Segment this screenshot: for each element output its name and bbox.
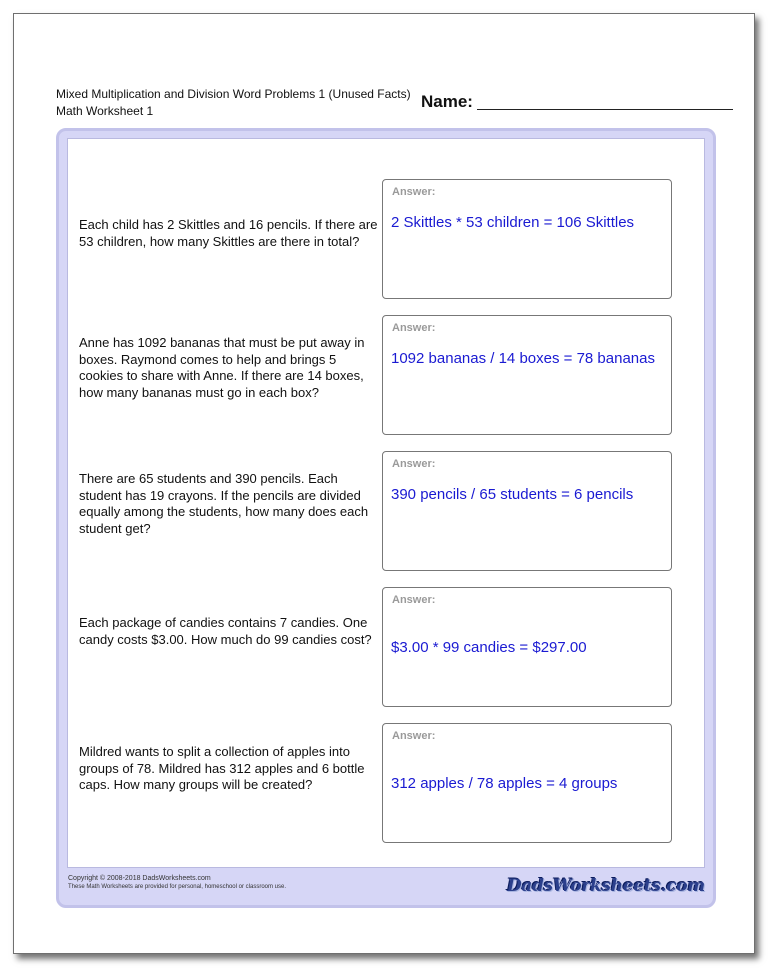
- problem-5-answer: 312 apples / 78 apples = 4 groups: [391, 775, 618, 792]
- usage-text: These Math Worksheets are provided for personal, homeschool or classroom use.: [68, 884, 286, 890]
- problem-1-question: Each child has 2 Skittles and 16 pencils. If there are 53 children, how many Skittles are there in total?: [79, 217, 378, 249]
- worksheet-page: [13, 13, 755, 954]
- problem-4-answer-box: [382, 587, 672, 707]
- answer-label: Answer:: [392, 186, 436, 198]
- answer-label: Answer:: [392, 322, 436, 334]
- problem-2-question: Anne has 1092 bananas that must be put away in boxes. Raymond comes to help and brings 5 cookies to share with Anne. If there are 14 boxes, how many bananas must go in each box?: [79, 335, 365, 400]
- problem-1-answer: 2 Skittles * 53 children = 106 Skittles: [391, 214, 635, 231]
- dadsworksheets-logo: DadsWorksheets.com: [506, 876, 705, 896]
- problem-2-answer-box: [382, 315, 672, 435]
- problem-4-question: Each package of candies contains 7 candies. One candy costs $3.00. How much do 99 candies cost?: [79, 615, 372, 647]
- answer-label: Answer:: [392, 458, 436, 470]
- problem-3-answer: 390 pencils / 65 students = 6 pencils: [391, 486, 634, 503]
- problem-4-answer: $3.00 * 99 candies = $297.00: [391, 639, 587, 656]
- footer: [68, 874, 448, 891]
- problem-3-answer-box: [382, 451, 672, 571]
- problem-2-answer: 1092 bananas / 14 boxes = 78 bananas: [391, 350, 655, 367]
- problem-5-answer-box: [382, 723, 672, 843]
- worksheet-subtitle: Math Worksheet 1: [56, 104, 154, 118]
- copyright-text: Copyright © 2008-2018 DadsWorksheets.com: [68, 875, 211, 882]
- problem-1-answer-box: [382, 179, 672, 299]
- problem-5-question: Mildred wants to split a collection of apples into groups of 78. Mildred has 312 apples and 6 bottle caps. How many groups will be created?: [79, 744, 365, 792]
- problem-3-question: There are 65 students and 390 pencils. Each student has 19 crayons. If the pencils are divided equally among the students, how many does each student get?: [79, 471, 369, 536]
- worksheet-title: Mixed Multiplication and Division Word Problems 1 (Unused Facts): [56, 87, 411, 101]
- answer-label: Answer:: [392, 594, 436, 606]
- problems-panel: [67, 138, 705, 868]
- problems-frame: [56, 128, 716, 908]
- name-line: [477, 109, 733, 110]
- name-label: Name:: [421, 92, 473, 111]
- answer-label: Answer:: [392, 730, 436, 742]
